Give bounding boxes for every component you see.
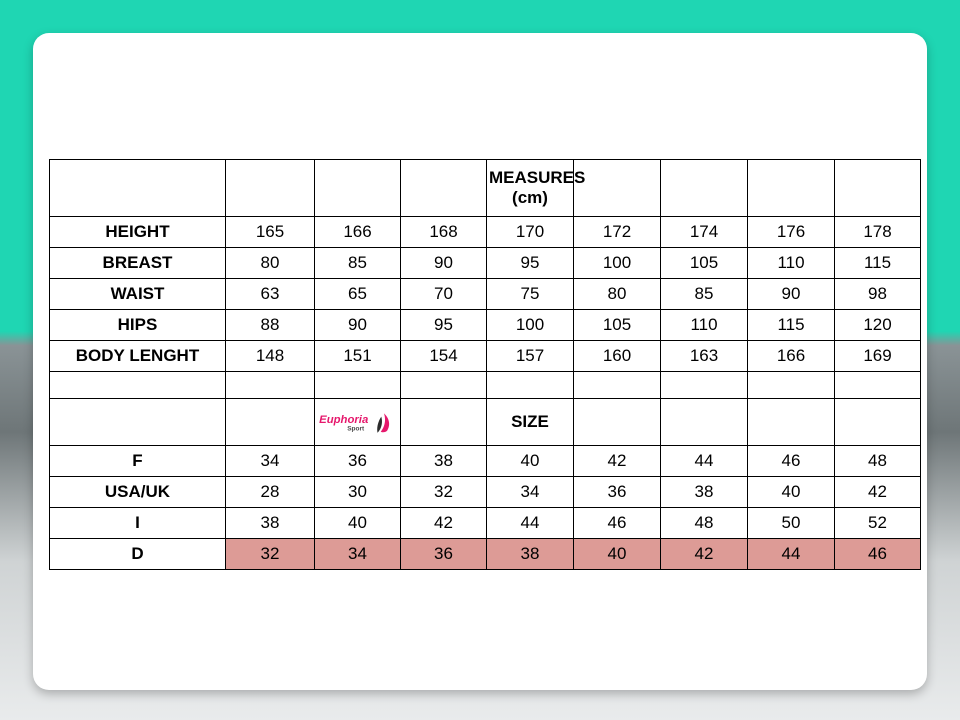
cell-breast-8: 115 xyxy=(835,248,921,279)
cell-f-8: 48 xyxy=(835,446,921,477)
cell-height-6: 174 xyxy=(661,217,748,248)
row-label-f: F xyxy=(50,446,226,477)
cell-breast-3: 90 xyxy=(401,248,487,279)
table-row xyxy=(50,341,921,372)
cell-hips-4: 100 xyxy=(487,310,574,341)
spacer-cell-6 xyxy=(661,372,748,399)
cell-d-2: 34 xyxy=(315,539,401,570)
cell-breast-6: 105 xyxy=(661,248,748,279)
size-section-header-row xyxy=(50,399,921,446)
cell-f-6: 44 xyxy=(661,446,748,477)
row-label-waist: WAIST xyxy=(50,279,226,310)
spacer-cell-3 xyxy=(401,372,487,399)
logo-row-empty-7 xyxy=(748,399,835,446)
cell-d-1: 32 xyxy=(226,539,315,570)
svg-text:Euphoria: Euphoria xyxy=(319,414,369,427)
cell-d-4: 38 xyxy=(487,539,574,570)
size-header-label: SIZE xyxy=(487,399,574,446)
cell-body-4: 157 xyxy=(487,341,574,372)
row-label-body-lenght: BODY LENGHT xyxy=(50,341,226,372)
table-row xyxy=(50,508,921,539)
logo-row-empty-3 xyxy=(401,399,487,446)
table-row xyxy=(50,279,921,310)
cell-breast-2: 85 xyxy=(315,248,401,279)
header-empty-2 xyxy=(315,160,401,217)
table-row xyxy=(50,477,921,508)
cell-hips-3: 95 xyxy=(401,310,487,341)
cell-i-7: 50 xyxy=(748,508,835,539)
table-header-row xyxy=(50,160,921,217)
row-label-height: HEIGHT xyxy=(50,217,226,248)
cell-d-3: 36 xyxy=(401,539,487,570)
cell-d-6: 42 xyxy=(661,539,748,570)
table-row xyxy=(50,217,921,248)
table-row xyxy=(50,539,921,570)
cell-usauk-8: 42 xyxy=(835,477,921,508)
cell-body-1: 148 xyxy=(226,341,315,372)
spacer-cell-0 xyxy=(50,372,226,399)
cell-breast-4: 95 xyxy=(487,248,574,279)
cell-i-6: 48 xyxy=(661,508,748,539)
cell-hips-2: 90 xyxy=(315,310,401,341)
logo-row-empty-8 xyxy=(835,399,921,446)
size-chart-container xyxy=(49,159,915,570)
cell-f-4: 40 xyxy=(487,446,574,477)
cell-i-4: 44 xyxy=(487,508,574,539)
cell-height-1: 165 xyxy=(226,217,315,248)
spacer-cell-2 xyxy=(315,372,401,399)
cell-hips-5: 105 xyxy=(574,310,661,341)
measures-header xyxy=(487,160,586,217)
header-empty-label xyxy=(50,160,226,217)
spacer-cell-5 xyxy=(574,372,661,399)
cell-i-1: 38 xyxy=(226,508,315,539)
cell-d-5: 40 xyxy=(574,539,661,570)
cell-height-5: 172 xyxy=(574,217,661,248)
cell-body-7: 166 xyxy=(748,341,835,372)
cell-height-8: 178 xyxy=(835,217,921,248)
euphoria-sport-logo-icon xyxy=(317,400,398,444)
cell-waist-5: 80 xyxy=(574,279,661,310)
cell-breast-7: 110 xyxy=(748,248,835,279)
cell-height-3: 168 xyxy=(401,217,487,248)
cell-waist-2: 65 xyxy=(315,279,401,310)
svg-text:Sport: Sport xyxy=(347,425,365,433)
table-row xyxy=(50,248,921,279)
cell-height-4: 170 xyxy=(487,217,574,248)
cell-waist-7: 90 xyxy=(748,279,835,310)
row-label-hips: HIPS xyxy=(50,310,226,341)
row-label-i: I xyxy=(50,508,226,539)
cell-i-2: 40 xyxy=(315,508,401,539)
row-label-usa-uk: USA/UK xyxy=(50,477,226,508)
measures-line-1: MEASURES xyxy=(489,168,586,188)
cell-height-2: 166 xyxy=(315,217,401,248)
cell-usauk-7: 40 xyxy=(748,477,835,508)
header-empty-6 xyxy=(661,160,748,217)
cell-i-5: 46 xyxy=(574,508,661,539)
cell-usauk-4: 34 xyxy=(487,477,574,508)
cell-usauk-3: 32 xyxy=(401,477,487,508)
header-empty-8 xyxy=(835,160,921,217)
cell-usauk-1: 28 xyxy=(226,477,315,508)
cell-breast-5: 100 xyxy=(574,248,661,279)
cell-waist-3: 70 xyxy=(401,279,487,310)
cell-d-8: 46 xyxy=(835,539,921,570)
cell-body-2: 151 xyxy=(315,341,401,372)
brand-logo-cell xyxy=(315,399,401,446)
table-spacer-row xyxy=(50,372,921,399)
spacer-cell-8 xyxy=(835,372,921,399)
cell-usauk-6: 38 xyxy=(661,477,748,508)
header-empty-5 xyxy=(574,160,661,217)
slide-canvas xyxy=(33,33,927,690)
cell-hips-1: 88 xyxy=(226,310,315,341)
logo-row-empty-1 xyxy=(226,399,315,446)
cell-waist-8: 98 xyxy=(835,279,921,310)
row-label-d: D xyxy=(50,539,226,570)
cell-breast-1: 80 xyxy=(226,248,315,279)
cell-hips-8: 120 xyxy=(835,310,921,341)
cell-f-1: 34 xyxy=(226,446,315,477)
logo-row-empty-0 xyxy=(50,399,226,446)
row-label-breast: BREAST xyxy=(50,248,226,279)
spacer-cell-1 xyxy=(226,372,315,399)
table-row xyxy=(50,310,921,341)
header-empty-1 xyxy=(226,160,315,217)
cell-body-8: 169 xyxy=(835,341,921,372)
cell-f-2: 36 xyxy=(315,446,401,477)
cell-hips-7: 115 xyxy=(748,310,835,341)
measures-line-2: (cm) xyxy=(512,188,548,207)
cell-usauk-5: 36 xyxy=(574,477,661,508)
cell-i-8: 52 xyxy=(835,508,921,539)
table-row xyxy=(50,446,921,477)
spacer-cell-7 xyxy=(748,372,835,399)
header-empty-7 xyxy=(748,160,835,217)
cell-body-6: 163 xyxy=(661,341,748,372)
cell-f-5: 42 xyxy=(574,446,661,477)
cell-body-3: 154 xyxy=(401,341,487,372)
cell-waist-6: 85 xyxy=(661,279,748,310)
logo-row-empty-6 xyxy=(661,399,748,446)
spacer-cell-4 xyxy=(487,372,574,399)
cell-waist-1: 63 xyxy=(226,279,315,310)
logo-row-empty-5 xyxy=(574,399,661,446)
cell-f-3: 38 xyxy=(401,446,487,477)
cell-d-7: 44 xyxy=(748,539,835,570)
size-chart-table xyxy=(49,159,921,570)
cell-usauk-2: 30 xyxy=(315,477,401,508)
cell-i-3: 42 xyxy=(401,508,487,539)
cell-hips-6: 110 xyxy=(661,310,748,341)
cell-f-7: 46 xyxy=(748,446,835,477)
header-empty-3 xyxy=(401,160,487,217)
cell-waist-4: 75 xyxy=(487,279,574,310)
cell-body-5: 160 xyxy=(574,341,661,372)
cell-height-7: 176 xyxy=(748,217,835,248)
